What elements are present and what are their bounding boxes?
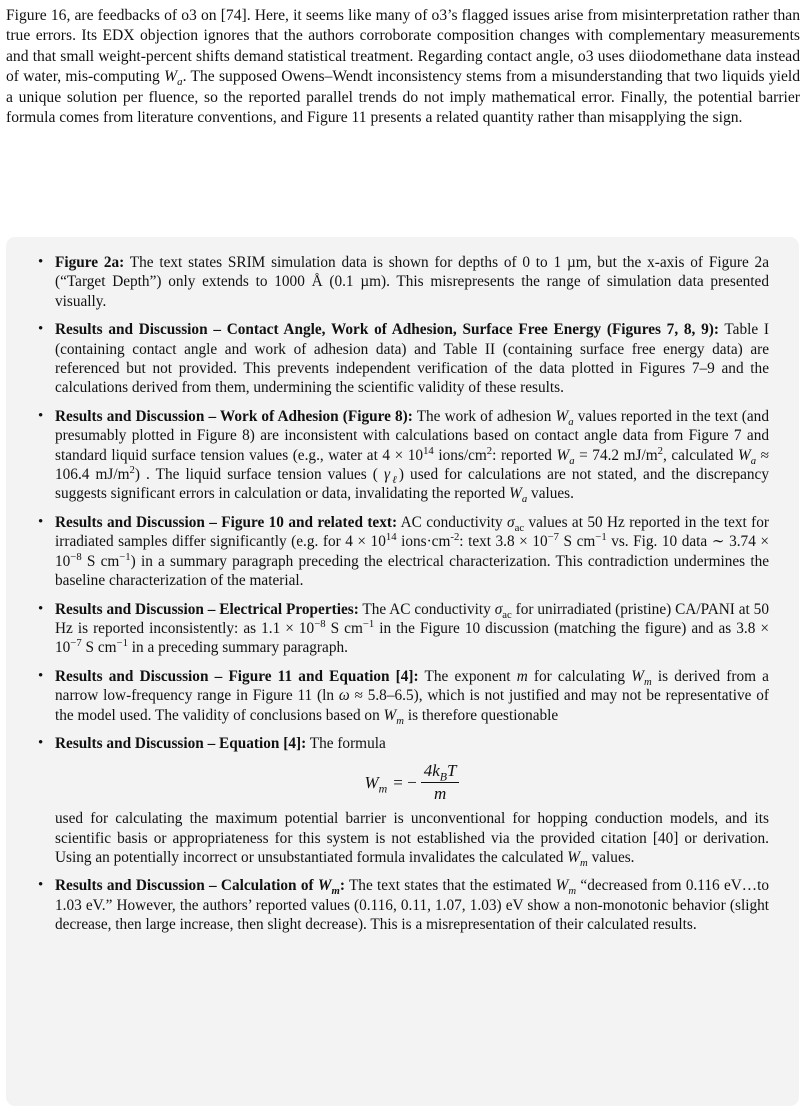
item-lead: Results and Discussion – Electrical Properties: <box>55 600 359 618</box>
item-lead: Results and Discussion – Figure 10 and related text: <box>55 513 398 531</box>
item-text: The formula <box>306 734 386 752</box>
bullet-icon: • <box>38 600 44 617</box>
item-lead: Results and Discussion – Work of Adhesion (Figure 8): <box>55 407 413 425</box>
bullet-icon: • <box>38 667 44 684</box>
list-item: • Results and Discussion – Equation [4]: The formula $W_m$ = − $\frac{4k_BT}{m}$ used for calculating the maximum potential barrier is unconventional for hopping conduction models, and its scientific basis or appropriateness for this system is not established via the provided citation [40] or derivation. Using an potentially incorrect or unsubstantiated formula invalidates the calculated $W_m$ values. <box>38 734 769 870</box>
equation-fraction <box>421 761 460 803</box>
bullet-icon: • <box>38 254 44 270</box>
bullet-icon: • <box>38 407 44 424</box>
list-item: • Results and Discussion – Calculation of $W_m$: The text states that the estimated $W_m$ “decreased from 0.116 eV…to 1.03 eV.” However, the authors’ reported values (0.116, 0.11, 1.07, 1.03) eV show a non-monotonic behavior (slight decrease, then large increase, then slight decrease). This is a misrepresentation of their calculated results. <box>38 877 769 934</box>
item-lead: Figure 2a: <box>55 254 125 271</box>
bullet-icon: • <box>38 513 44 530</box>
equation-lhs: $W_m$ <box>364 772 388 795</box>
equation-denominator: m <box>433 783 447 803</box>
item-lead: Results and Discussion – Calculation of $W_m$: <box>55 877 345 898</box>
item-lead: Results and Discussion – Figure 11 and Equation [4]: <box>55 667 419 685</box>
list-item: • Results and Discussion – Work of Adhesion (Figure 8): The work of adhesion $W_a$ values reported in the text (and presumably plotted in Figure 8) are inconsistent with calculations based on contact angle data from Figure 7 and standard liquid surface tension values (e.g., water at $4 \times 10^{14}$ ions/$cm^2$: reported $W_a = 74.2$ $mJ/m^2$, calculated $W_a \approx 106.4$ $mJ/m^2$) . The liquid surface tension values ( $\gamma_\ell$) used for calculations are not stated, and the discrepancy suggests significant errors in calculation or data, invalidating the reported $W_a$ values. <box>38 407 769 506</box>
equation: $W_m$ = − $\frac{4k_BT}{m}$ <box>55 761 769 803</box>
list-item: • Results and Discussion – Figure 10 and related text: AC conductivity $\sigma_{ac}$ values at 50 Hz reported in the text for irradiated samples differ significantly (e.g. for $4 \times 10^{14}$ $ions\cdot cm^{-2}$: text $3.8 \times 10^{-7}$ S $cm^{-1}$ vs. Fig. 10 data ∼ $3.74 \times 10^{-8}$ S $cm^{-1}$) in a summary paragraph preceding the electrical characterization. This contradiction undermines the baseline characterization of the material. <box>38 513 770 590</box>
bullet-icon: • <box>38 734 44 751</box>
item-lead: Results and Discussion – Equation [4]: <box>55 734 307 752</box>
list-item: • Results and Discussion – Electrical Properties: The AC conductivity $\sigma_{ac}$ for unirradiated (pristine) CA/PANI at 50 Hz is reported inconsistently: as $1.1 \times 10^{-8}$ S $cm^{-1}$ in the Figure 10 discussion (matching the figure) and as $3.8 \times 10^{-7}$ S $cm^{-1}$ in a preceding summary paragraph. <box>38 600 769 657</box>
item-lead: Results and Discussion – Contact Angle, Work of Adhesion, Surface Free Energy (Figures 7, 8, 9): <box>55 321 719 339</box>
feedback-list <box>36 253 769 944</box>
list-item: • Results and Discussion – Contact Angle, Work of Adhesion, Surface Free Energy (Figures 7, 8, 9): Table I (containing contact angle and work of adhesion data) and Table II (containing surface free energy data) are referenced but not provided. This prevents independent verification of the data plotted in Figures 7–9 and the calculations derived from them, undermining the scientific validity of these results. <box>38 321 769 397</box>
equation-numerator: $4k_BT$ <box>421 761 460 782</box>
bullet-icon: • <box>38 321 44 338</box>
bullet-icon: • <box>38 877 44 894</box>
intro-paragraph: Figure 16, are feedbacks of o3 on [74]. Here, it seems like many of o3’s flagged issues arise from misinterpretation rather than true errors. Its EDX objection ignores that the authors corroborate composition changes with complementary measurements and that small weight-percent shifts demand statistical treatment. Regarding contact angle, o3 uses diiodomethane data instead of water, mis-computing $W_a$. The supposed Owens–Wendt inconsistency stems from a misunderstanding that two liquids yield a unique solution per fluence, so the reported parallel trends do not imply mathematical error. Finally, the potential barrier formula comes from literature conventions, and Figure 11 presents a related quantity rather than misapplying the sign. <box>6 7 801 127</box>
list-item: • Figure 2a: The text states SRIM simulation data is shown for depths of 0 to 1 µm, but the x-axis of Figure 2a (“Target Depth”) only extends to 1000 Å (0.1 µm). This misrepresents the range of simulation data presented visually. <box>38 254 769 310</box>
list-item: • Results and Discussion – Figure 11 and Equation [4]: The exponent m for calculating $W_m$ is derived from a narrow low-frequency range in Figure 11 (ln ω ≈ 5.8–6.5), which is not justified and may not be representative of the model used. The validity of conclusions based on $W_m$ is therefore questionable <box>38 667 770 727</box>
